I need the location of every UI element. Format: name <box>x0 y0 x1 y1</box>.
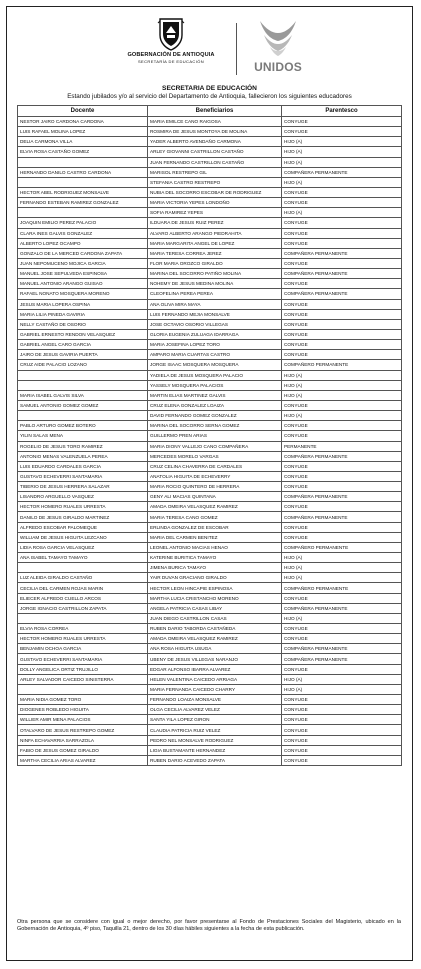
cell-docente: MANUEL ANTONIO ARANGO GUISAO <box>18 279 148 289</box>
table-row <box>18 522 402 532</box>
table-row <box>18 279 402 289</box>
table-row <box>18 187 402 197</box>
cell-beneficiario: JOSE OCTAVIO OSORIO VILLEGAS <box>148 319 282 329</box>
cell-parentesco: CONYUGE <box>282 705 402 715</box>
unidos-logo <box>243 17 313 74</box>
table-row <box>18 755 402 765</box>
cell-docente: LUZ ALEIDA GIRALDO CASTAÑO <box>18 573 148 583</box>
cell-parentesco: COMPAÑERA PERMANENTE <box>282 603 402 613</box>
cell-parentesco: HIJO (A) <box>282 137 402 147</box>
cell-parentesco: CONYUGE <box>282 350 402 360</box>
cell-parentesco: HIJO (A) <box>282 573 402 583</box>
cell-beneficiario: YASSELY MOSQUERA PALACIOS <box>148 380 282 390</box>
cell-docente: LUIS EDUARDO CARDALES GARCIA <box>18 461 148 471</box>
table-row <box>18 735 402 745</box>
cell-docente: ELIECER ALFREDO CUELLO ARCOS <box>18 593 148 603</box>
beneficiaries-table-wrap <box>17 105 401 766</box>
cell-parentesco: HIJO (A) <box>282 411 402 421</box>
cell-parentesco: CONYUGE <box>282 117 402 127</box>
cell-docente: BENJAMIN OCHOA GARCIA <box>18 644 148 654</box>
cell-parentesco: CONYUGE <box>282 745 402 755</box>
cell-parentesco: HIJO (A) <box>282 684 402 694</box>
cell-beneficiario: KATERINE BURITICA TAMAYO <box>148 553 282 563</box>
table-row <box>18 340 402 350</box>
cell-beneficiario: YAIR DUVAN GRACIANO GIRALDO <box>148 573 282 583</box>
cell-docente: SAMUEL ANTONIO GOMEZ GOMEZ <box>18 400 148 410</box>
cell-beneficiario: ANGELA PATRICIA CASAS LIBAY <box>148 603 282 613</box>
table-row <box>18 684 402 694</box>
cell-parentesco: CONYUGE <box>282 624 402 634</box>
cell-docente: JORGE IGNACIO CASTRILLON ZAPATA <box>18 603 148 613</box>
cell-beneficiario: OLGA CECILIA ALVAREZ VELEZ <box>148 705 282 715</box>
cell-parentesco: CONYUGE <box>282 228 402 238</box>
cell-docente <box>18 208 148 218</box>
cell-docente: RAFAEL NONATO MOSQUERA MORENO <box>18 289 148 299</box>
table-row <box>18 208 402 218</box>
cell-parentesco: CONYUGE <box>282 431 402 441</box>
cell-parentesco: COMPAÑERO PERMANENTE <box>282 360 402 370</box>
cell-docente: LUIS RAFAEL MOLINA LOPEZ <box>18 127 148 137</box>
cell-parentesco: HIJO (A) <box>282 147 402 157</box>
cell-docente <box>18 177 148 187</box>
table-row <box>18 411 402 421</box>
cell-beneficiario: PEDRO NEL MONSALVE RODRIGUEZ <box>148 735 282 745</box>
header-docente: Docente <box>18 106 148 117</box>
table-row <box>18 370 402 380</box>
cell-docente: ELVIA ROSA CASTAÑO GOMEZ <box>18 147 148 157</box>
table-row <box>18 553 402 563</box>
cell-docente: WILLIAM DE JESUS HIGUITA LEZCANO <box>18 532 148 542</box>
table-header-row <box>18 106 402 117</box>
cell-beneficiario: CLEOFELINA PEREA PEREA <box>148 289 282 299</box>
cell-beneficiario: RUBEN DARIO ACEVEDO ZAPATA <box>148 755 282 765</box>
table-row <box>18 624 402 634</box>
cell-beneficiario: GLORIA EUGENIA ZULUAGA IDARRAGA <box>148 329 282 339</box>
cell-docente: YILIN SALAS MENA <box>18 431 148 441</box>
cell-beneficiario: JUAN FERNANDO CASTRILLON CASTAÑO <box>148 157 282 167</box>
cell-beneficiario: ERLINDA GONZALEZ DE ESCOBAR <box>148 522 282 532</box>
cell-beneficiario: MARTIN ELIAS MARTINEZ GALVIS <box>148 390 282 400</box>
table-row <box>18 421 402 431</box>
cell-docente: GONZALO DE LA MERCED CARDONA ZAPATA <box>18 248 148 258</box>
cell-beneficiario: MARIA DEL CARMEN BENITEZ <box>148 532 282 542</box>
cell-docente <box>18 157 148 167</box>
cell-beneficiario: JIMENA BURICA TAMAYO <box>148 563 282 573</box>
cell-parentesco: CONYUGE <box>282 421 402 431</box>
cell-docente: JAIRO DE JESUS GAVIRIA PUERTA <box>18 350 148 360</box>
table-row <box>18 258 402 268</box>
table-row <box>18 461 402 471</box>
cell-parentesco: COMPAÑERA PERMANENTE <box>282 451 402 461</box>
cell-beneficiario: ANA OLIVA MIRA MAYA <box>148 299 282 309</box>
table-row <box>18 664 402 674</box>
cell-parentesco: CONYUGE <box>282 471 402 481</box>
cell-beneficiario: MARIA ROCIO QUINTERO DE HERRERA <box>148 482 282 492</box>
cell-parentesco: HIJO (A) <box>282 380 402 390</box>
table-row <box>18 198 402 208</box>
cell-beneficiario: CRUZ CELINA CHAVERRA DE CARDALES <box>148 461 282 471</box>
cell-docente: MARTHA CECILIA ARIAS ALVAREZ <box>18 755 148 765</box>
cell-beneficiario: STEFANIA CASTRO RESTREPO <box>148 177 282 187</box>
unidos-wordmark: UNIDOS <box>254 60 302 74</box>
cell-parentesco: CONYUGE <box>282 502 402 512</box>
table-row <box>18 157 402 167</box>
table-row <box>18 137 402 147</box>
header-beneficiarios: Beneficiarios <box>148 106 282 117</box>
cell-beneficiario: YADER ALBERTO AVENDAÑO CARMONA <box>148 137 282 147</box>
cell-beneficiario: EDGAR ALFONSO IBARRA ALVAREZ <box>148 664 282 674</box>
cell-beneficiario: MARIA TERESA CANO GOMEZ <box>148 512 282 522</box>
cell-parentesco: HIJO (A) <box>282 370 402 380</box>
cell-parentesco: CONYUGE <box>282 725 402 735</box>
cell-beneficiario: AMADA OMEIRA VELASQUEZ RAMIREZ <box>148 502 282 512</box>
table-row <box>18 715 402 725</box>
header <box>7 17 412 79</box>
cell-beneficiario: MARIA MARGARITA ANGEL DE LOPEZ <box>148 238 282 248</box>
table-row <box>18 725 402 735</box>
cell-parentesco: CONYUGE <box>282 198 402 208</box>
subtitle: Estando jubilados y/o al servicio del Departamento de Antioquia, fallecieron los siguientes educadores <box>67 93 352 100</box>
gov-sub: SECRETARÍA DE EDUCACIÓN <box>137 59 205 64</box>
cell-docente: CLARA INES GALVIS GONZALEZ <box>18 228 148 238</box>
cell-beneficiario: SANTA YILA LOPEZ GIRON <box>148 715 282 725</box>
cell-parentesco: COMPAÑERA PERMANENTE <box>282 512 402 522</box>
cell-parentesco: CONYUGE <box>282 664 402 674</box>
cell-docente: JOAQUIN EMILIO PEREZ PALACIO <box>18 218 148 228</box>
cell-docente: NINFA ECHAVARRIA SARRAZOLA <box>18 735 148 745</box>
cell-beneficiario: MARIA DIONY VALLEJO CANO COMPAÑERA <box>148 441 282 451</box>
cell-docente: MANUEL JOSE SEPULVEDA ESPINOSA <box>18 269 148 279</box>
cell-parentesco: CONYUGE <box>282 735 402 745</box>
cell-parentesco: CONYUGE <box>282 279 402 289</box>
cell-docente: CRUZ AIDE PALACIO LOZANO <box>18 360 148 370</box>
table-row <box>18 745 402 755</box>
footer-note: Otra persona que se considere con igual o mejor derecho, por favor presentarse al Fondo de Prestaciones Sociales del Magisterio, ubicado en la Gobernación de Antioquia, 4º piso, Taquilla 21, dentro de los 30 días hábiles siguientes a la fecha de esta publicación. <box>17 919 401 932</box>
cell-docente: CECILIA DEL CARMEN ROJAS MARIN <box>18 583 148 593</box>
cell-parentesco: CONYUGE <box>282 258 402 268</box>
unidos-logo-icon <box>254 17 302 57</box>
table-row <box>18 319 402 329</box>
cell-parentesco: HIJO (A) <box>282 208 402 218</box>
cell-beneficiario: JUAN DIEGO CASTRILLON CASAS <box>148 613 282 623</box>
cell-beneficiario: ALVARO ALBERTO ARANGO PIEDRAHITA <box>148 228 282 238</box>
header-parentesco: Parentesco <box>282 106 402 117</box>
cell-beneficiario: ILDUARA DE JESUS RUIZ PEREZ <box>148 218 282 228</box>
cell-docente <box>18 563 148 573</box>
cell-beneficiario: AMPARO MARIA CUARTAS CASTRO <box>148 350 282 360</box>
cell-beneficiario: ARLEY GIOVANNI CASTRILLON CASTAÑO <box>148 147 282 157</box>
table-row <box>18 573 402 583</box>
table-body <box>18 117 402 766</box>
cell-beneficiario: MARINA DEL SOCORRO PATIÑO MOLINA <box>148 269 282 279</box>
cell-beneficiario: ANA ROSA HIGUITA USUGA <box>148 644 282 654</box>
table-row <box>18 127 402 137</box>
cell-beneficiario: MARISOL RESTREPO GIL <box>148 167 282 177</box>
cell-docente: ANTONIO MENAS VALENZUELA PEREA <box>18 451 148 461</box>
cell-docente: NESTOR JAIRO CARDONA CARDONA <box>18 117 148 127</box>
cell-beneficiario: GUILLERMO PREN ARIAS <box>148 431 282 441</box>
cell-docente: MARIA LILIA PINEDA GAVIRIA <box>18 309 148 319</box>
cell-beneficiario: CRUZ ELENA GONZALEZ LOAIZA <box>148 400 282 410</box>
cell-parentesco: CONYUGE <box>282 400 402 410</box>
cell-docente: JUAN NEPOMUCENO MOJICA GARCIA <box>18 258 148 268</box>
cell-docente <box>18 370 148 380</box>
cell-beneficiario: FLOR MARIA OROZCO GIRALDO <box>148 258 282 268</box>
cell-parentesco: COMPAÑERA PERMANENTE <box>282 167 402 177</box>
table-row <box>18 380 402 390</box>
cell-beneficiario: MARTHA LUCIA CRISTANCHO MORENO <box>148 593 282 603</box>
cell-docente: GUSTAVO ECHEVERRI SANTAMARIA <box>18 471 148 481</box>
cell-parentesco: HIJO (A) <box>282 674 402 684</box>
table-row <box>18 512 402 522</box>
table-row <box>18 644 402 654</box>
cell-beneficiario: MARIA VICTORIA YEPES LONDOÑO <box>148 198 282 208</box>
cell-beneficiario: YADIELA DE JESUS MOSQUERA PALACIO <box>148 370 282 380</box>
table-row <box>18 248 402 258</box>
cell-beneficiario: NOHEMY DE JESUS MEDINA MOLINA <box>148 279 282 289</box>
table-row <box>18 117 402 127</box>
title-block <box>7 85 412 100</box>
cell-docente: LIDIA ROSA GARCIA VELASQUEZ <box>18 542 148 552</box>
cell-parentesco: COMPAÑERA PERMANENTE <box>282 269 402 279</box>
cell-parentesco: CONYUGE <box>282 593 402 603</box>
cell-parentesco: COMPAÑERA PERMANENTE <box>282 248 402 258</box>
table-row <box>18 238 402 248</box>
table-row <box>18 532 402 542</box>
cell-beneficiario: LUIS FERNANDO MEJIA MONSALVE <box>148 309 282 319</box>
cell-parentesco: CONYUGE <box>282 187 402 197</box>
cell-beneficiario: JORGE ISAAC MOSQUERA MOSQUERA <box>148 360 282 370</box>
cell-docente: ALFREDO ESCOBAR PALOMEQUE <box>18 522 148 532</box>
cell-beneficiario: RUBEN DARIO TABORDA CASTAÑEDA <box>148 624 282 634</box>
cell-beneficiario: NUBIA DEL SOCORRO ESCOBAR DE RODRIGUEZ <box>148 187 282 197</box>
cell-beneficiario: MARIA JOSEFINA LOPEZ TORO <box>148 340 282 350</box>
table-row <box>18 329 402 339</box>
cell-docente <box>18 684 148 694</box>
cell-parentesco: CONYUGE <box>282 319 402 329</box>
table-row <box>18 350 402 360</box>
table-row <box>18 269 402 279</box>
table-row <box>18 167 402 177</box>
cell-docente: PABLO ARTURO GOMEZ BOTERO <box>18 421 148 431</box>
cell-parentesco: CONYUGE <box>282 218 402 228</box>
cell-parentesco: CONYUGE <box>282 238 402 248</box>
cell-docente: ALBERTO LOPEZ OCAMPO <box>18 238 148 248</box>
notice-page <box>6 6 413 961</box>
cell-parentesco: CONYUGE <box>282 695 402 705</box>
table-row <box>18 542 402 552</box>
cell-docente: DANILO DE JESUS GIRALDO MARTINEZ <box>18 512 148 522</box>
table-row <box>18 593 402 603</box>
cell-beneficiario: UBENY DE JESUS VILLEGAS NARANJO <box>148 654 282 664</box>
beneficiaries-table <box>17 105 402 766</box>
cell-docente: FERNANDO ESTEBAN RAMIREZ GONZALEZ <box>18 198 148 208</box>
table-row <box>18 299 402 309</box>
cell-parentesco: COMPAÑERA PERMANENTE <box>282 644 402 654</box>
cell-parentesco: CONYUGE <box>282 532 402 542</box>
table-row <box>18 431 402 441</box>
cell-parentesco: CONYUGE <box>282 522 402 532</box>
table-row <box>18 654 402 664</box>
cell-parentesco: CONYUGE <box>282 127 402 137</box>
cell-docente: ANA ISABEL TAMAYO TAMAYO <box>18 553 148 563</box>
table-row <box>18 218 402 228</box>
table-row <box>18 502 402 512</box>
table-row <box>18 360 402 370</box>
cell-parentesco: CONYUGE <box>282 482 402 492</box>
table-row <box>18 147 402 157</box>
antioquia-shield-icon <box>157 17 185 51</box>
cell-beneficiario: HELEN VALENTINA CAICEDO ARRIAGA <box>148 674 282 684</box>
cell-beneficiario: SOFIA RAMIREZ YEPES <box>148 208 282 218</box>
cell-parentesco: CONYUGE <box>282 715 402 725</box>
cell-parentesco: HIJO (A) <box>282 563 402 573</box>
table-row <box>18 695 402 705</box>
table-row <box>18 177 402 187</box>
cell-docente: LISANDRO ARGUELLO VASQUEZ <box>18 492 148 502</box>
cell-docente: HECTOR HOMERO RUALES URRESTA <box>18 502 148 512</box>
cell-docente: ARLEY SALVADOR CAICEDO SINISTERRA <box>18 674 148 684</box>
cell-parentesco: COMPAÑERA PERMANENTE <box>282 654 402 664</box>
cell-parentesco: PERMANENTE <box>282 441 402 451</box>
cell-beneficiario: LIGIA BUSTAMANTE HERNANDEZ <box>148 745 282 755</box>
cell-docente <box>18 411 148 421</box>
table-row <box>18 451 402 461</box>
section-title: SECRETARIA DE EDUCACIÓN <box>162 85 257 92</box>
cell-parentesco: CONYUGE <box>282 329 402 339</box>
cell-docente: GABRIEL ERNESTO RENDON VELASQUEZ <box>18 329 148 339</box>
cell-beneficiario: ROSMIRA DE JESUS MONTOYA DE MOLINA <box>148 127 282 137</box>
cell-parentesco: CONYUGE <box>282 461 402 471</box>
cell-docente: WILLIER AMIR MENA PALACIOS <box>18 715 148 725</box>
cell-parentesco: CONYUGE <box>282 634 402 644</box>
cell-parentesco: HIJO (A) <box>282 157 402 167</box>
table-row <box>18 613 402 623</box>
cell-beneficiario: MARIA EMILCE CANO RAIGOSA <box>148 117 282 127</box>
cell-docente: JESUS MARIA LOPERA OSPINA <box>18 299 148 309</box>
cell-beneficiario: CLAUDIA PATRICIA RUIZ VELEZ <box>148 725 282 735</box>
cell-parentesco: COMPAÑERA PERMANENTE <box>282 492 402 502</box>
cell-docente: GABRIEL ANGEL CARO GARCIA <box>18 340 148 350</box>
cell-docente <box>18 613 148 623</box>
cell-parentesco: COMPAÑERO PERMANENTE <box>282 583 402 593</box>
cell-docente: GUSTAVO ECHEVERRI SANTAMARIA <box>18 654 148 664</box>
table-row <box>18 492 402 502</box>
table-row <box>18 482 402 492</box>
table-row <box>18 583 402 593</box>
cell-beneficiario: HECTOR LEON HINCAPIE ESPINOSA <box>148 583 282 593</box>
cell-docente: TIBERIO DE JESUS HERRERA SALAZAR <box>18 482 148 492</box>
cell-beneficiario: MERCEDES MORELO VARGAS <box>148 451 282 461</box>
cell-parentesco: HIJO (A) <box>282 553 402 563</box>
cell-beneficiario: MARIA FERNANDA CAICEDO CHARRY <box>148 684 282 694</box>
cell-beneficiario: DAVID FERNANDO GOMEZ GONZALEZ <box>148 411 282 421</box>
cell-beneficiario: MARINA DEL SOCORRO SERNA GOMEZ <box>148 421 282 431</box>
cell-beneficiario: ANATOLIA HIGUITA DE ECHEVERRY <box>148 471 282 481</box>
table-row <box>18 289 402 299</box>
cell-parentesco: COMPAÑERO PERMANENTE <box>282 542 402 552</box>
table-row <box>18 400 402 410</box>
cell-docente: ROGELIO DE JESUS TORO RAMIREZ <box>18 441 148 451</box>
cell-parentesco: HIJO (A) <box>282 177 402 187</box>
cell-parentesco: HIJO (A) <box>282 613 402 623</box>
cell-parentesco: CONYUGE <box>282 299 402 309</box>
cell-docente: DELIA CARMONA VILLA <box>18 137 148 147</box>
cell-parentesco: CONYUGE <box>282 755 402 765</box>
cell-docente: HECTOR ABEL RODRIGUEZ MONSALVE <box>18 187 148 197</box>
table-row <box>18 674 402 684</box>
table-row <box>18 441 402 451</box>
cell-beneficiario: LEONEL ANTONIO MACIAS HENAO <box>148 542 282 552</box>
cell-docente: FABIO DE JESUS GOMEZ GIRALDO <box>18 745 148 755</box>
cell-docente <box>18 380 148 390</box>
cell-docente: HERNANDO DANILO CASTRO CARDONA <box>18 167 148 177</box>
cell-parentesco: COMPAÑERA PERMANENTE <box>282 289 402 299</box>
cell-parentesco: HIJO (A) <box>282 390 402 400</box>
table-row <box>18 634 402 644</box>
table-row <box>18 228 402 238</box>
table-row <box>18 309 402 319</box>
table-row <box>18 563 402 573</box>
cell-docente: OTALVARO DE JESUS RESTREPO GOMEZ <box>18 725 148 735</box>
table-row <box>18 603 402 613</box>
cell-docente: MARIA NIDIA GOMEZ TORO <box>18 695 148 705</box>
gov-name: GOBERNACIÓN DE ANTIOQUIA <box>127 52 215 58</box>
cell-docente: ELVIA ROSA CORREA <box>18 624 148 634</box>
cell-docente: DOLLY ANGELICA ORTIZ TRUJILLO <box>18 664 148 674</box>
table-row <box>18 471 402 481</box>
table-row <box>18 390 402 400</box>
cell-beneficiario: MARIA TERESA CORREA JEREZ <box>148 248 282 258</box>
gobernacion-logo <box>107 17 235 64</box>
cell-docente: DIOGENES ROBLEDO HIGUITA <box>18 705 148 715</box>
cell-docente: HECTOR HOMERO RUALES URRESTA <box>18 634 148 644</box>
cell-beneficiario: AMADA OMEIRA VELASQUEZ RAMIREZ <box>148 634 282 644</box>
header-divider <box>236 23 237 75</box>
table-row <box>18 705 402 715</box>
cell-parentesco: CONYUGE <box>282 309 402 319</box>
cell-parentesco: CONYUGE <box>282 340 402 350</box>
cell-beneficiario: GENY ALI MACIAS QUINTANA <box>148 492 282 502</box>
cell-docente: MARIA ISABEL GALVIS SILVA <box>18 390 148 400</box>
cell-beneficiario: FERNANDO LOAIZA MONSALVE <box>148 695 282 705</box>
cell-docente: NELLY CASTAÑO DE OSORIO <box>18 319 148 329</box>
